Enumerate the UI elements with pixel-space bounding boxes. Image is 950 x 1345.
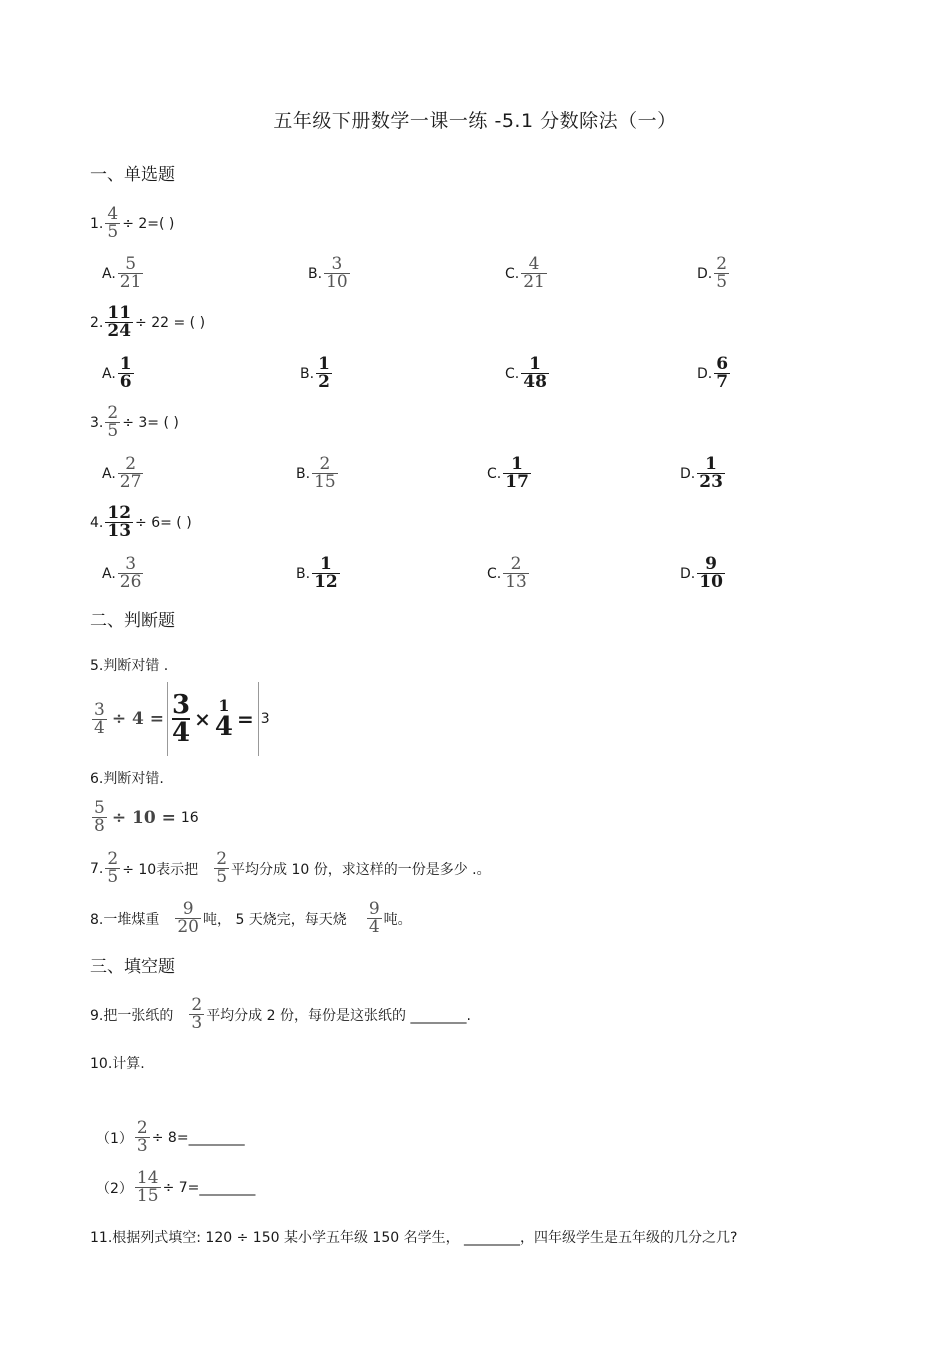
question-stem: ÷ 10表示把 — [122, 861, 199, 878]
question-stem: ÷ 2=( ) — [122, 215, 175, 232]
question-stem: ÷ 22 = ( ) — [135, 314, 206, 331]
question-3 — [90, 405, 179, 440]
fraction: $\frac{2}{5}$ — [107, 849, 119, 887]
option-b[interactable]: B. $\frac{1}{2}$ — [300, 354, 330, 392]
question-number: 3. — [90, 414, 104, 431]
option-d[interactable]: D. $\frac{9}{10}$ — [680, 554, 723, 592]
question-stem-tail: 平均分成 10 份，求这样的一份是多少 .。 — [231, 861, 491, 878]
question-stem: 9.把一张纸的 — [90, 1007, 174, 1024]
section-heading-true-false: 二、判断题 — [90, 611, 175, 631]
option-a[interactable]: A. $\frac{5}{21}$ — [102, 254, 142, 292]
option-c[interactable]: C. $\frac{1}{48}$ — [505, 354, 547, 392]
fraction: $\frac{9}{4}$ — [368, 899, 380, 937]
answer-blank[interactable]: ÷ 8=________ — [151, 1129, 245, 1146]
question-5-text: 5.判断对错 . — [90, 658, 169, 674]
answer-value: 16 — [180, 809, 199, 826]
option-b[interactable]: B. $\frac{1}{12}$ — [296, 554, 338, 592]
question-5-expression: $\frac{3}{4}$ ÷ 4 = $\frac{3}{4}$ × 1 4 = 3 — [90, 682, 270, 756]
question-7 — [90, 851, 491, 886]
question-9 — [90, 997, 471, 1032]
option-c[interactable]: C. $\frac{4}{21}$ — [505, 254, 545, 292]
question-number: 1. — [90, 215, 104, 232]
options-q2 — [0, 356, 950, 396]
options-q1 — [0, 256, 950, 296]
fraction: $\frac{2}{3}$ — [191, 995, 203, 1033]
question-number: 7. — [90, 860, 104, 877]
fraction: $\frac{9}{20}$ — [177, 899, 199, 937]
option-d[interactable]: D. $\frac{6}{7}$ — [697, 354, 729, 392]
question-stem-tail: 吨。 — [383, 911, 412, 928]
options-q4 — [0, 556, 950, 596]
option-a[interactable]: A. $\frac{3}{26}$ — [102, 554, 142, 592]
option-b[interactable]: B. $\frac{2}{15}$ — [296, 454, 336, 492]
fraction: $\frac{2}{5}$ — [107, 403, 119, 441]
question-1 — [90, 206, 174, 241]
option-c[interactable]: C. $\frac{1}{17}$ — [487, 454, 529, 492]
option-c[interactable]: C. $\frac{2}{13}$ — [487, 554, 527, 592]
question-stem: ÷ 6= ( ) — [135, 514, 192, 531]
option-d[interactable]: D. $\frac{2}{5}$ — [697, 254, 728, 292]
fraction: $\frac{11}{24}$ — [107, 303, 132, 341]
question-10-part-2: （2） $\frac{14}{15}$ ÷ 7=________ — [96, 1168, 256, 1206]
question-11: 11.根据列式填空: 120 ÷ 150 某小学五年级 150 名学生， ________，四年级学生是五年级的几分之几? — [90, 1230, 738, 1246]
question-6-expression: $\frac{5}{8}$ ÷ 10 = 16 — [94, 798, 199, 836]
worked-solution-image: $\frac{3}{4}$ × 1 4 = — [167, 682, 259, 756]
fraction: $\frac{5}{8}$ — [94, 798, 105, 836]
fraction: $\frac{2}{5}$ — [216, 849, 228, 887]
question-stem-tail: 平均分成 2 份，每份是这张纸的 ________. — [206, 1007, 471, 1024]
answer-blank[interactable]: ÷ 7=________ — [162, 1179, 256, 1196]
question-number: 2. — [90, 314, 104, 331]
question-2 — [90, 305, 205, 340]
option-a[interactable]: A. $\frac{2}{27}$ — [102, 454, 142, 492]
option-b[interactable]: B. $\frac{3}{10}$ — [308, 254, 348, 292]
question-stem: ÷ 3= ( ) — [122, 414, 179, 431]
section-heading-single-choice: 一、单选题 — [90, 165, 175, 185]
option-d[interactable]: D. $\frac{1}{23}$ — [680, 454, 723, 492]
option-a[interactable]: A. $\frac{1}{6}$ — [102, 354, 132, 392]
fraction: $\frac{2}{3}$ — [136, 1118, 148, 1156]
question-10-part-1: （1） $\frac{2}{3}$ ÷ 8=________ — [96, 1118, 245, 1156]
question-4 — [90, 505, 192, 540]
question-stem: 8.一堆煤重 — [90, 911, 160, 928]
fraction: $\frac{14}{15}$ — [136, 1168, 159, 1206]
section-heading-fill-in: 三、填空题 — [90, 957, 175, 977]
question-number: 4. — [90, 514, 104, 531]
question-10-text: 10.计算. — [90, 1056, 145, 1072]
question-stem-mid: 吨， 5 天烧完，每天烧 — [203, 911, 347, 928]
fraction: $\frac{12}{13}$ — [107, 503, 132, 541]
question-8 — [90, 901, 412, 936]
options-q3 — [0, 456, 950, 496]
page-title: 五年级下册数学一课一练 -5.1 分数除法（一） — [273, 110, 677, 132]
answer-value: 3 — [260, 711, 270, 727]
fraction: $\frac{3}{4}$ — [94, 699, 105, 738]
fraction: $\frac{4}{5}$ — [107, 204, 119, 242]
question-6-text: 6.判断对错. — [90, 771, 164, 787]
